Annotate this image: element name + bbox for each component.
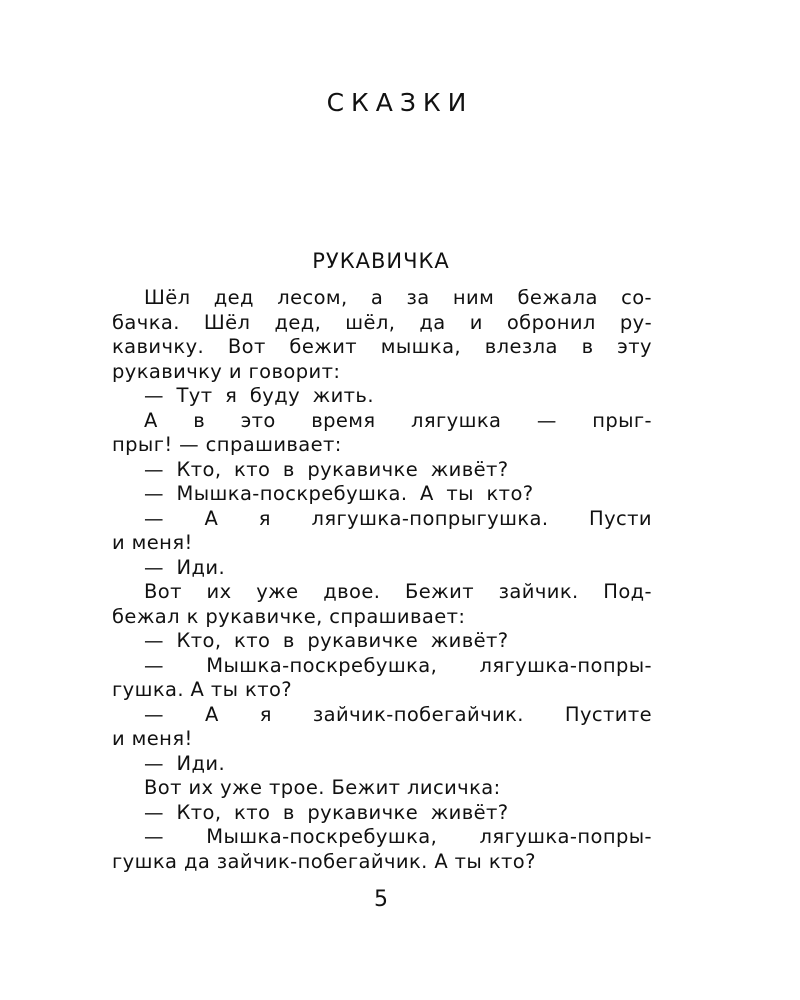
text-line: Вот их уже трое. Бежит лисичка: xyxy=(144,776,501,799)
text-line: гушка да зайчик-побегайчик. А ты кто? xyxy=(112,849,536,873)
text-line: — Мышка-поскребушка, лягушка-попры- xyxy=(144,825,652,848)
text-line: — Кто, кто в рукавичке живёт? xyxy=(144,629,509,652)
text-line: бежал к рукавичке, спрашивает: xyxy=(112,604,466,628)
text-line: и меня! xyxy=(112,531,193,554)
section-title: СКАЗКИ xyxy=(326,88,474,117)
story-title: РУКАВИЧКА xyxy=(312,249,450,273)
text-line: — Иди. xyxy=(144,751,226,775)
text-line: бачка. Шёл дед, шёл, да и обронил ру- xyxy=(112,310,652,334)
text-line: — Кто, кто в рукавичке живёт? xyxy=(144,800,509,824)
text-line: гушка. А ты кто? xyxy=(112,678,293,701)
text-line: А в это время лягушка — прыг- xyxy=(144,408,652,432)
text-line: — Мышка-поскребушка. А ты кто? xyxy=(144,482,534,505)
story-body xyxy=(112,286,652,874)
text-line: — Кто, кто в рукавичке живёт? xyxy=(144,457,509,481)
text-line: — А я зайчик-побегайчик. Пустите xyxy=(144,702,652,726)
text-line: и меня! xyxy=(112,727,193,750)
text-line: кавичку. Вот бежит мышка, влезла в эту xyxy=(112,335,652,358)
text-line: прыг! — спрашивает: xyxy=(112,433,342,456)
text-line: — А я лягушка-попрыгушка. Пусти xyxy=(144,506,652,530)
text-line: Вот их уже двое. Бежит зайчик. Под- xyxy=(144,580,652,603)
text-line: Шёл дед лесом, а за ним бежала со- xyxy=(144,286,652,309)
page-number: 5 xyxy=(374,887,388,912)
text-line: — Тут я буду жить. xyxy=(144,384,374,407)
text-line: рукавичку и говорит: xyxy=(112,359,341,383)
text-line: — Мышка-поскребушка, лягушка-попры- xyxy=(144,653,652,677)
text-line: — Иди. xyxy=(144,555,226,579)
